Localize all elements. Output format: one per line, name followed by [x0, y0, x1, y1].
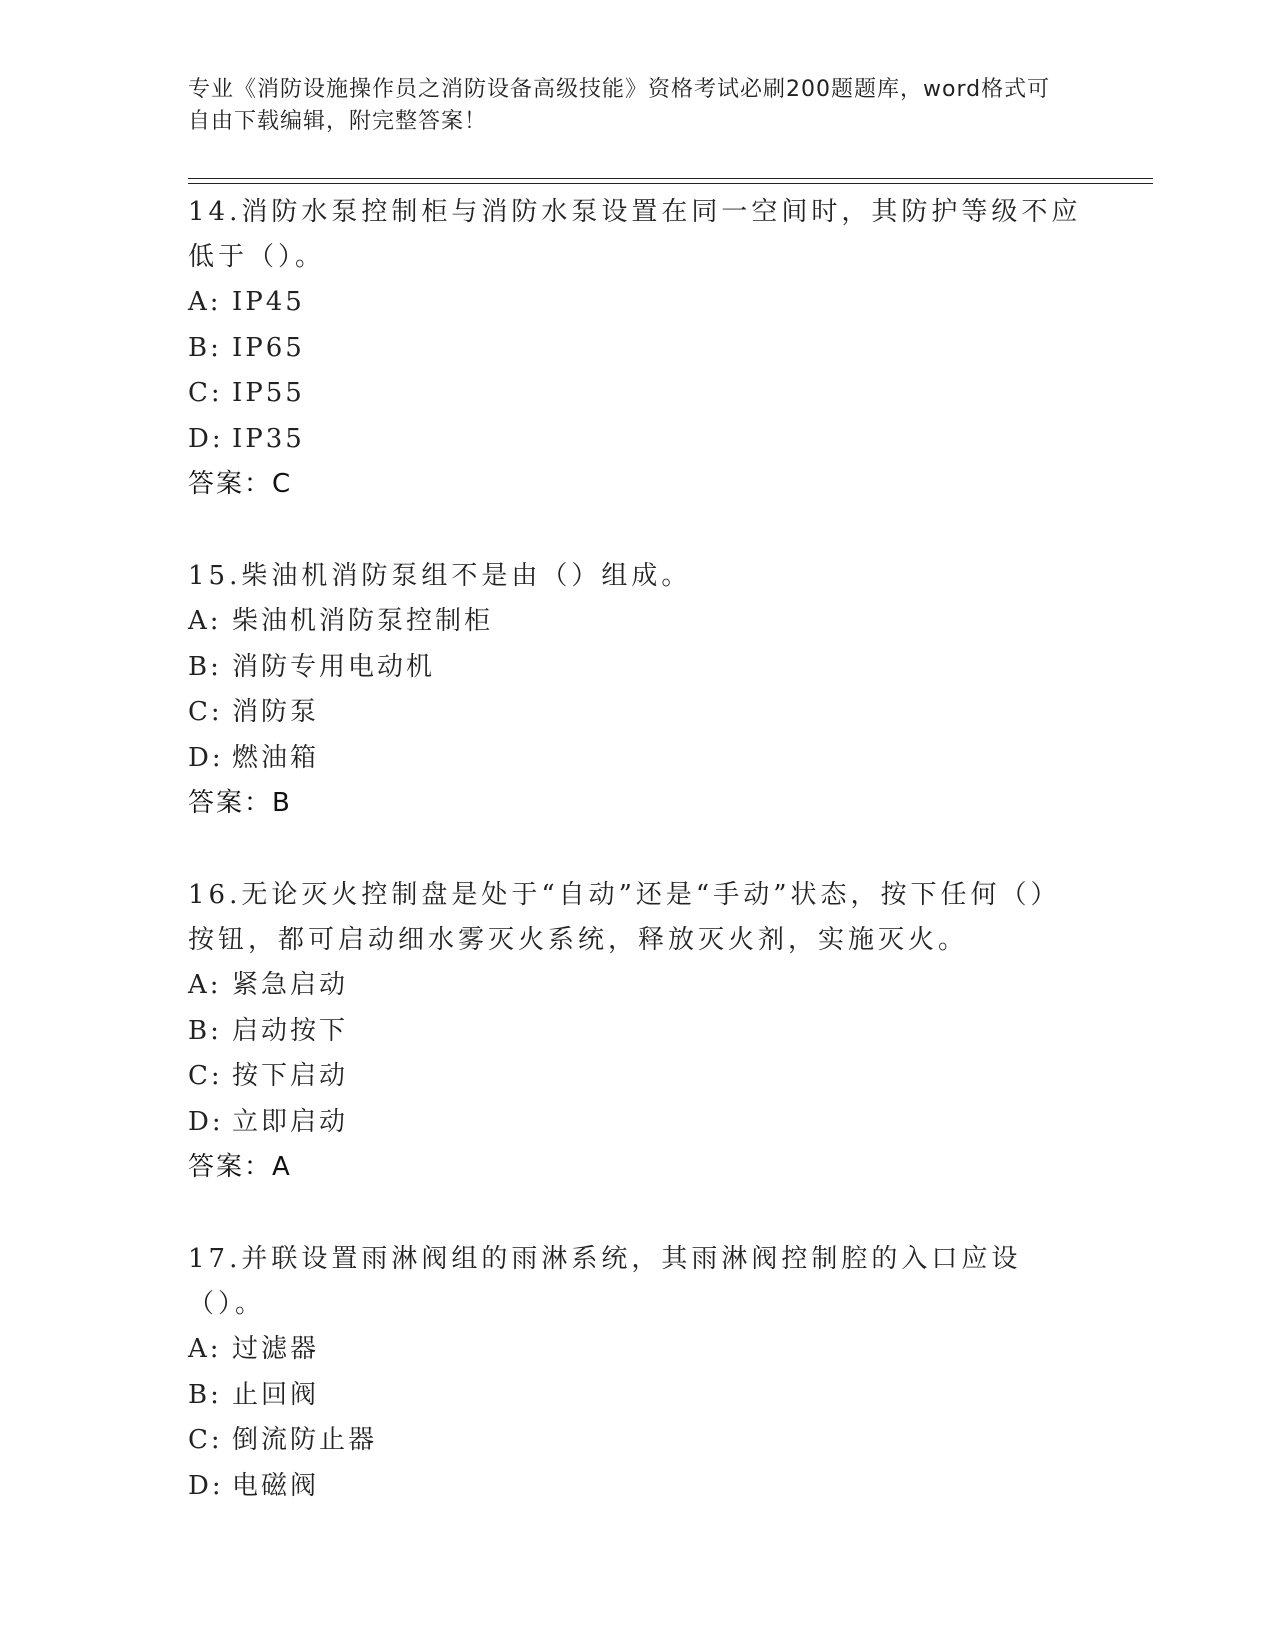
- option-text: IP35: [232, 423, 305, 454]
- option-d: [188, 736, 1088, 782]
- option-b: [188, 1373, 1088, 1419]
- option-b: [188, 326, 1088, 372]
- option-a: [188, 599, 1088, 645]
- option-c: [188, 371, 1088, 417]
- answer-label: 答案：: [188, 469, 273, 499]
- option-text: 立即启动: [232, 1106, 349, 1137]
- option-key: C:: [188, 378, 223, 408]
- option-key: D:: [188, 1470, 224, 1501]
- option-text: 启动按下: [232, 1015, 349, 1046]
- option-key: B:: [188, 1015, 222, 1046]
- answer-line: [188, 1145, 1088, 1190]
- option-key: D:: [188, 1106, 224, 1137]
- question-stem: 15.柴油机消防泵组不是由（）组成。: [188, 561, 692, 591]
- option-key: A:: [188, 1334, 222, 1364]
- option-text: IP55: [232, 378, 305, 408]
- option-key: D:: [188, 423, 224, 454]
- question-stem: 16.无论灭火控制盘是处于“自动”还是“手动”状态，按下任何（）按钮，都可启动细水雾灭火系统，释放灭火剂，实施灭火。: [188, 880, 1061, 955]
- option-b: [188, 1009, 1088, 1055]
- option-key: A:: [188, 287, 222, 317]
- option-a: [188, 963, 1088, 1009]
- answer-value: B: [272, 788, 290, 818]
- question-14: [188, 190, 1088, 507]
- option-a: [188, 1327, 1088, 1373]
- option-key: B:: [188, 332, 222, 363]
- option-text: 按下启动: [232, 1061, 349, 1091]
- header-divider-bottom: [188, 183, 1153, 184]
- option-c: [188, 1418, 1088, 1464]
- question-15: [188, 554, 1088, 826]
- option-text: 消防专用电动机: [232, 651, 436, 682]
- question-stem: 17.并联设置雨淋阀组的雨淋系统，其雨淋阀控制腔的入口应设（）。: [188, 1244, 1022, 1319]
- option-key: C:: [188, 1061, 223, 1091]
- answer-line: [188, 462, 1088, 507]
- option-c: [188, 1054, 1088, 1100]
- option-key: A:: [188, 606, 222, 636]
- option-a: [188, 280, 1088, 326]
- option-text: IP65: [232, 332, 305, 363]
- option-c: [188, 690, 1088, 736]
- option-d: [188, 1100, 1088, 1146]
- option-key: B:: [188, 651, 222, 682]
- option-text: 过滤器: [232, 1334, 320, 1364]
- option-key: A:: [188, 970, 222, 1000]
- option-text: 电磁阀: [232, 1470, 320, 1501]
- option-text: 倒流防止器: [232, 1425, 378, 1455]
- option-text: 紧急启动: [232, 970, 349, 1000]
- option-key: B:: [188, 1379, 222, 1410]
- answer-value: A: [272, 1152, 290, 1182]
- question-stem: 14.消防水泵控制柜与消防水泵设置在同一空间时，其防护等级不应低于（）。: [188, 197, 1082, 272]
- answer-value: C: [272, 469, 291, 499]
- answer-label: 答案：: [188, 788, 273, 818]
- option-text: 燃油箱: [232, 742, 320, 773]
- answer-line: [188, 781, 1088, 826]
- header-divider-top: [188, 178, 1153, 179]
- option-key: D:: [188, 742, 224, 773]
- document-header: 专业《消防设施操作员之消防设备高级技能》资格考试必刷200题题库，word格式可自由下载编辑，附完整答案！: [188, 77, 1051, 134]
- option-key: C:: [188, 1425, 223, 1455]
- option-text: 止回阀: [232, 1379, 320, 1410]
- option-key: C:: [188, 697, 223, 727]
- answer-label: 答案：: [188, 1152, 273, 1182]
- option-d: [188, 417, 1088, 463]
- question-16: [188, 873, 1088, 1190]
- option-text: IP45: [232, 287, 305, 317]
- question-list: [188, 190, 1088, 1556]
- option-d: [188, 1464, 1088, 1510]
- option-text: 柴油机消防泵控制柜: [232, 606, 494, 636]
- option-b: [188, 645, 1088, 691]
- question-17: [188, 1237, 1088, 1509]
- option-text: 消防泵: [232, 697, 320, 727]
